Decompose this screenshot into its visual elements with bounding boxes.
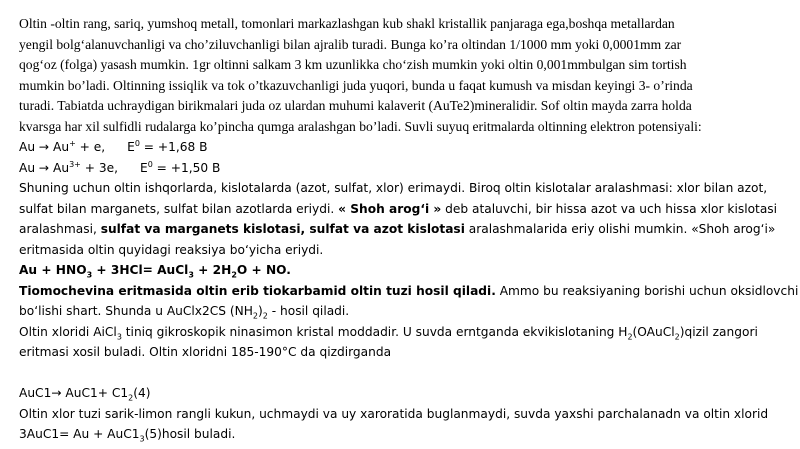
text-line (19, 219, 786, 240)
subscript: 3 (86, 270, 93, 280)
subscript: 2 (674, 331, 680, 341)
subscript: 2 (128, 393, 134, 403)
reaction-text: (4) (133, 386, 151, 400)
text-span: aralashmalarida eriy olishi mumkin. «Shoh arog‘i» (464, 222, 776, 236)
text-span: tiniq gikroskopik ninasimon kristal moddadir. U suvda erntganda ekvikislotaning H (121, 324, 628, 339)
bold-term: sulfat va azot kislotasi (309, 222, 465, 236)
text-span: (OAuCl (632, 324, 675, 339)
text-line: Oltin xlor tuzi sarik-limon rangli kukun, uchmaydi va uy xaroratida buglanmaydi, suvda yaxshi parchalanadn va oltin xlorid (19, 406, 769, 421)
text-span: , (300, 222, 310, 236)
text-line (19, 424, 786, 445)
text-line (19, 281, 799, 302)
bold-term: sulfat va marganets kislotasi (100, 222, 301, 236)
paragraph-body (19, 137, 799, 445)
reaction-text: AuC1→ AuC1+ C1 (19, 386, 129, 400)
potential-superscript: 0 (147, 159, 153, 169)
text-span: deb ataluvchi, bir hissa azot va uch hissa xlor kislotasi (441, 201, 778, 216)
reaction-text: + 3e, (80, 160, 118, 175)
text-line: eritmasi xosil buladi. Oltin xloridni 185-190°C da qizdirganda (19, 345, 392, 359)
text-span: aralashmasi, (19, 222, 101, 236)
text-line: qog‘oz (folga) yasash mumkin. 1gr oltinni salkam 3 km uzunlikka cho‘zish mumkin yoki oltin 0,001mmbulgan sim tortish (19, 57, 687, 72)
equation-text: Au + HNO (19, 263, 87, 277)
text-line: turadi. Tabiatda uchraydigan birikmalari juda oz ulardan muhumi kalaverit (AuTe2)mineralidir. Sof oltin mayda zarra holda (19, 98, 692, 113)
reaction-au-3plus (19, 158, 786, 179)
equation-text: O + NO. (236, 263, 291, 277)
text-line: mumkin bo’ladi. Oltinning issiqlik va tok o’tkazuvchanligi juda yuqori, bunda u faqat kumush va misdan keyingi 3- o’rinda (19, 77, 693, 93)
blank-line (19, 363, 786, 384)
subscript: 2 (262, 311, 268, 321)
equation-aqua-regia (19, 260, 786, 281)
potential-superscript: 0 (134, 138, 140, 148)
subscript: 2 (627, 331, 633, 341)
subscript: 3 (139, 434, 145, 444)
reaction-text: + e, (75, 140, 106, 154)
text-line: eritmasida oltin quyidagi reaksiya bo‘yicha eriydi. (19, 242, 324, 257)
charge-superscript: + (69, 138, 76, 148)
text-line (19, 301, 786, 322)
text-span: ) (258, 304, 263, 318)
text-span: Ammo bu reaksiyaning borishi uchun oksidlovchi (495, 283, 799, 298)
text-span: )qizil zangori (679, 324, 758, 339)
potential-symbol: E (127, 140, 135, 154)
potential-value: = +1,50 B (152, 160, 221, 175)
reaction-text: Au → Au (19, 160, 70, 175)
text-span: Oltin xloridi AiCl (19, 324, 117, 339)
equation-text: + 3HCl= AuCl (92, 263, 189, 277)
text-line: Oltin -oltin rang, sariq, yumshoq metall, tomonlari markazlashgan kub shakl kristallik panjaraga ega,boshqa metallardan (19, 16, 675, 31)
text-line: Shuning uchun oltin ishqorlarda, kislotalarda (azot, sulfat, xlor) erimaydi. Biroq oltin kislotalar aralashmasi: xlor bilan azot, (19, 181, 768, 195)
text-line: yengil bolg‘alanuvchanligi va cho’ziluvchanligi bilan ajralib turadi. Bunga ko’ra oltindan 1/1000 mm yoki 0,0001mm zar (19, 36, 682, 52)
reaction-decomposition (19, 383, 786, 404)
bold-term: « Shoh arog‘i » (338, 201, 442, 216)
subscript: 2 (231, 270, 237, 280)
charge-superscript: 3+ (69, 159, 81, 169)
subscript: 3 (188, 270, 194, 280)
text-span: 3AuC1= Au + AuC1 (19, 427, 140, 441)
text-span: sulfat bilan marganets, sulfat bilan azotlarda eriydi. (19, 201, 339, 216)
reaction-au-plus (19, 137, 786, 158)
potential-symbol: E (139, 160, 148, 175)
subscript: 2 (252, 311, 259, 321)
reaction-text: Au → Au (19, 140, 70, 154)
bold-sentence: Tiomochevina eritmasida oltin erib tiokarbamid oltin tuzi hosil qiladi. (19, 283, 496, 298)
paragraph-intro (19, 14, 786, 137)
text-span: (5)hosil buladi. (144, 427, 236, 441)
text-span: - hosil qiladi. (267, 304, 350, 318)
subscript: 3 (116, 331, 122, 341)
potential-value: = +1,68 B (139, 140, 208, 154)
text-line: kvarsga har xil sulfidli rudalarga ko’pincha qumga aralashgan bo’ladi. Suvli suyuq eritmalarda oltinning elektron potensiyali: (19, 118, 702, 134)
text-span: bo‘lishi shart. Shunda u AuClx2CS (NH (19, 304, 253, 318)
equation-text: + 2H (193, 263, 232, 277)
text-line (19, 199, 786, 220)
text-line (19, 322, 786, 343)
